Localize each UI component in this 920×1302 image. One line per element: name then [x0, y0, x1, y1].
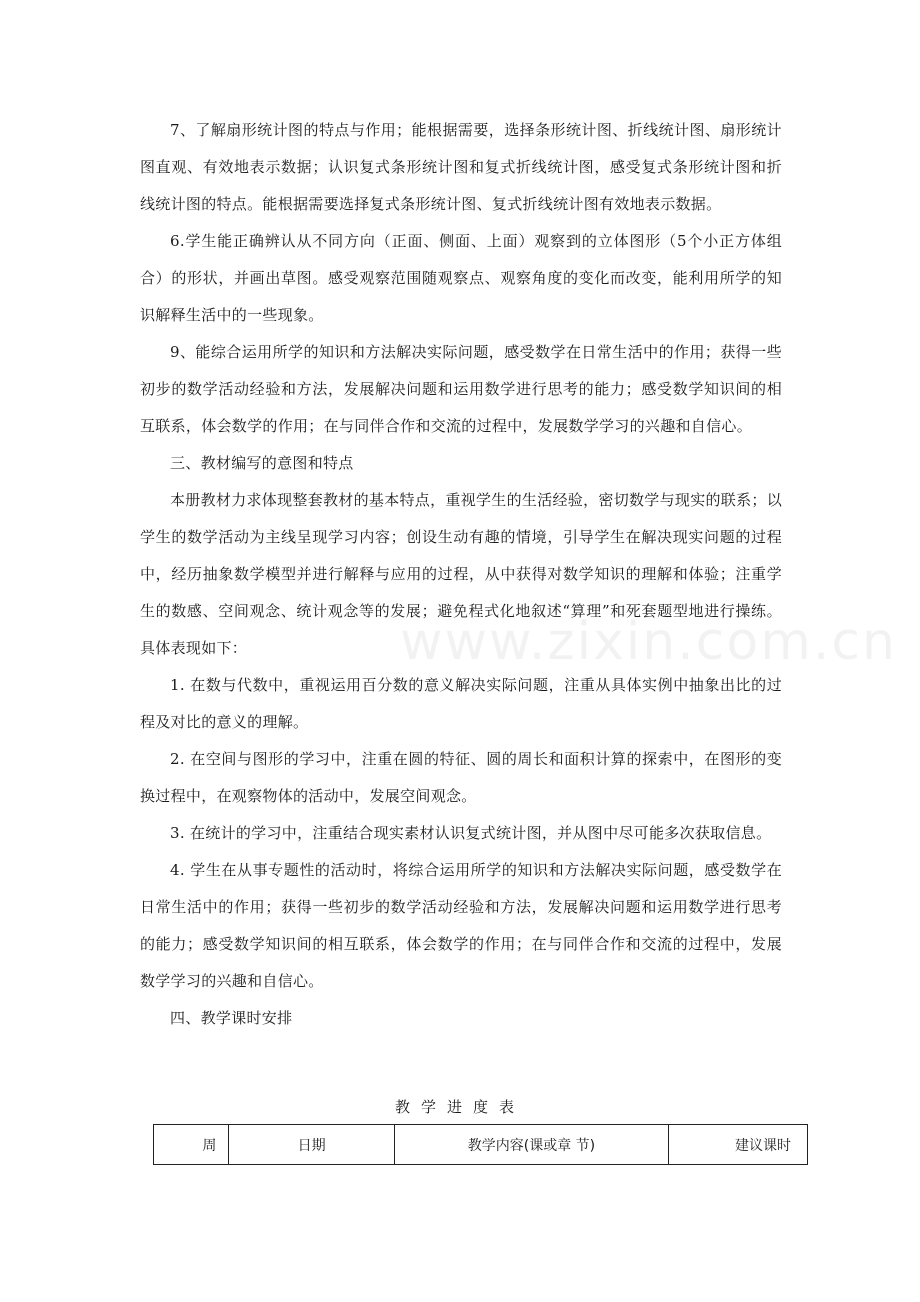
- section-3-heading: 三、教材编写的意图和特点: [170, 454, 354, 472]
- header-week: 周: [154, 1125, 229, 1165]
- header-content: 教学内容(课或章 节): [394, 1125, 668, 1165]
- feature-item-3: 3. 在统计的学习中，注重结合现实素材认识复式统计图，并从图中尽可能多次获取信息。: [170, 824, 772, 842]
- textbook-intro-paragraph: 本册教材力求体现整套教材的基本特点，重视学生的生活经验，密切数学与现实的联系；以学生的数学活动为主线呈现学习内容；创设生动有趣的情境，引导学生在解决现实问题的过程中，经历抽象数学模型并进行解释与应用的过程，从中获得对数学知识的理解和体验；注重学生的数感、空间观念、统计观念等的发展；避免程式化地叙述“算理”和死套题型地进行操练。具体表现如下：: [140, 491, 783, 657]
- document-body: [140, 112, 782, 1037]
- section-4-heading: 四、教学课时安排: [170, 1009, 293, 1027]
- feature-item-1: 1. 在数与代数中，重视运用百分数的意义解决实际问题，注重从具体实例中抽象出比的过程及对比的意义的理解。: [140, 676, 782, 731]
- schedule-header-row: [154, 1125, 808, 1165]
- objective-6-paragraph: 6.学生能正确辨认从不同方向（正面、侧面、上面）观察到的立体图形（5个小正方体组合）的形状，并画出草图。感受观察范围随观察点、观察角度的变化而改变，能利用所学的知识解释生活中的一些现象。: [140, 232, 782, 324]
- feature-item-4: 4. 学生在从事专题性的活动时，将综合运用所学的知识和方法解决实际问题，感受数学在日常生活中的作用；获得一些初步的数学活动经验和方法，发展解决问题和运用数学进行思考的能力；感受数学知识间的相互联系，体会数学的作用；在与同伴合作和交流的过程中，发展数学学习的兴趣和自信心。: [140, 861, 782, 990]
- objective-9-paragraph: 9、能综合运用所学的知识和方法解决实际问题，感受数学在日常生活中的作用；获得一些初步的数学活动经验和方法，发展解决问题和运用数学进行思考的能力；感受数学知识间的相互联系，体会数学的作用；在与同伴合作和交流的过程中，发展数学学习的兴趣和自信心。: [140, 343, 782, 435]
- watermark: www.zixin.com.cn: [400, 612, 897, 672]
- schedule-table-title: 教学进度表: [394, 1098, 525, 1116]
- objective-7-paragraph: 7、了解扇形统计图的特点与作用；能根据需要，选择条形统计图、折线统计图、扇形统计图直观、有效地表示数据；认识复式条形统计图和复式折线统计图，感受复式条形统计图和折线统计图的特点。能根据需要选择复式条形统计图、复式折线统计图有效地表示数据。: [140, 121, 782, 213]
- header-date: 日期: [229, 1125, 395, 1165]
- header-hours: 建议课时: [668, 1125, 807, 1165]
- schedule-table: [153, 1124, 808, 1165]
- feature-item-2: 2. 在空间与图形的学习中，注重在圆的特征、圆的周长和面积计算的探索中，在图形的变换过程中，在观察物体的活动中，发展空间观念。: [140, 750, 782, 805]
